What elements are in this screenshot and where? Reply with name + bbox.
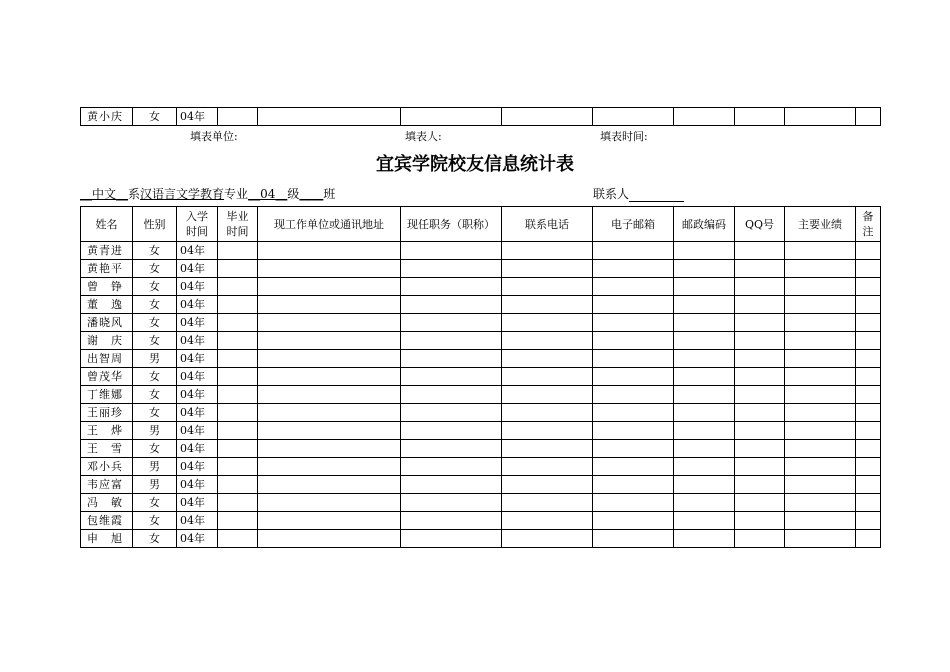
student-gender: 男 — [133, 350, 177, 368]
enroll-year: 04年 — [177, 440, 218, 458]
student-name: 邓小兵 — [81, 458, 133, 476]
grad-cell[interactable] — [218, 368, 258, 386]
table-row — [81, 242, 881, 260]
header-position: 现任职务（职称） — [401, 207, 502, 242]
achievement-cell[interactable] — [785, 386, 856, 404]
email-cell[interactable] — [593, 350, 674, 368]
phone-cell[interactable] — [502, 458, 593, 476]
enroll-year: 04年 — [177, 458, 218, 476]
address-cell[interactable] — [258, 332, 401, 350]
enroll-year: 04年 — [177, 530, 218, 548]
position-cell[interactable] — [401, 260, 502, 278]
table-row — [81, 278, 881, 296]
remark-cell[interactable] — [856, 368, 881, 386]
fill-unit-label: 填表单位: — [190, 130, 238, 143]
remark-cell[interactable] — [856, 242, 881, 260]
achievement-cell[interactable] — [785, 314, 856, 332]
table-row — [81, 296, 881, 314]
achievement-cell[interactable] — [785, 368, 856, 386]
student-name: 丁维娜 — [81, 386, 133, 404]
student-name: 王 烨 — [81, 422, 133, 440]
grade-suffix: 级 — [287, 187, 300, 201]
enroll-year: 04年 — [177, 314, 218, 332]
address-cell[interactable] — [258, 440, 401, 458]
blank-3: __ — [248, 187, 261, 201]
position-cell[interactable] — [401, 530, 502, 548]
postal-cell[interactable] — [674, 476, 735, 494]
email-cell[interactable] — [593, 440, 674, 458]
achievement-cell[interactable] — [785, 440, 856, 458]
student-name: 黄小庆 — [81, 108, 133, 126]
position-cell[interactable] — [401, 108, 502, 126]
achievement-cell[interactable] — [785, 242, 856, 260]
student-gender: 女 — [133, 368, 177, 386]
qq-cell[interactable] — [735, 260, 785, 278]
student-gender: 男 — [133, 458, 177, 476]
remark-cell[interactable] — [856, 458, 881, 476]
qq-cell[interactable] — [735, 512, 785, 530]
enroll-year: 04年 — [177, 332, 218, 350]
enroll-year: 04年 — [177, 404, 218, 422]
grad-cell[interactable] — [218, 314, 258, 332]
contact-person — [593, 185, 684, 202]
enroll-year: 04年 — [177, 278, 218, 296]
phone-cell[interactable] — [502, 314, 593, 332]
address-cell[interactable] — [258, 386, 401, 404]
postal-cell[interactable] — [674, 494, 735, 512]
position-cell[interactable] — [401, 368, 502, 386]
achievement-cell[interactable] — [785, 422, 856, 440]
position-cell[interactable] — [401, 476, 502, 494]
header-grad — [218, 207, 258, 242]
postal-cell[interactable] — [674, 458, 735, 476]
email-cell[interactable] — [593, 512, 674, 530]
header-name: 姓名 — [81, 207, 133, 242]
postal-cell[interactable] — [674, 404, 735, 422]
remark-cell[interactable] — [856, 260, 881, 278]
student-gender: 男 — [133, 476, 177, 494]
student-gender: 男 — [133, 422, 177, 440]
phone-cell[interactable] — [502, 260, 593, 278]
qq-cell[interactable] — [735, 386, 785, 404]
address-cell[interactable] — [258, 458, 401, 476]
postal-cell[interactable] — [674, 386, 735, 404]
table-row — [81, 512, 881, 530]
student-name: 曾 铮 — [81, 278, 133, 296]
postal-cell[interactable] — [674, 314, 735, 332]
phone-cell[interactable] — [502, 296, 593, 314]
qq-cell[interactable] — [735, 108, 785, 126]
achievement-cell[interactable] — [785, 332, 856, 350]
achievement-cell[interactable] — [785, 108, 856, 126]
phone-cell[interactable] — [502, 332, 593, 350]
achievement-cell[interactable] — [785, 296, 856, 314]
email-cell[interactable] — [593, 530, 674, 548]
achievement-cell[interactable] — [785, 494, 856, 512]
enroll-year: 04年 — [177, 296, 218, 314]
qq-cell[interactable] — [735, 314, 785, 332]
table-row — [81, 530, 881, 548]
email-cell[interactable] — [593, 476, 674, 494]
qq-cell[interactable] — [735, 440, 785, 458]
grad-cell[interactable] — [218, 530, 258, 548]
phone-cell[interactable] — [502, 278, 593, 296]
table-row — [81, 422, 881, 440]
achievement-cell[interactable] — [785, 260, 856, 278]
student-name: 黄青进 — [81, 242, 133, 260]
email-cell[interactable] — [593, 422, 674, 440]
student-gender: 女 — [133, 260, 177, 278]
table-row — [81, 494, 881, 512]
student-name: 王丽珍 — [81, 404, 133, 422]
email-cell[interactable] — [593, 108, 674, 126]
achievement-cell[interactable] — [785, 512, 856, 530]
phone-cell[interactable] — [502, 494, 593, 512]
blank-4: __ — [275, 187, 288, 201]
postal-cell[interactable] — [674, 512, 735, 530]
email-cell[interactable] — [593, 242, 674, 260]
address-cell[interactable] — [258, 350, 401, 368]
grad-cell[interactable] — [218, 404, 258, 422]
email-cell[interactable] — [593, 296, 674, 314]
postal-cell[interactable] — [674, 296, 735, 314]
enroll-year: 04年 — [177, 260, 218, 278]
grad-cell[interactable] — [218, 458, 258, 476]
alumni-table — [80, 206, 881, 548]
enroll-year: 04年 — [177, 494, 218, 512]
remark-cell[interactable] — [856, 350, 881, 368]
table-row — [81, 108, 881, 126]
email-cell[interactable] — [593, 404, 674, 422]
achievement-cell[interactable] — [785, 530, 856, 548]
grad-cell[interactable] — [218, 386, 258, 404]
position-cell[interactable] — [401, 404, 502, 422]
grad-cell[interactable] — [218, 242, 258, 260]
remark-cell[interactable] — [856, 422, 881, 440]
postal-cell[interactable] — [674, 368, 735, 386]
qq-cell[interactable] — [735, 494, 785, 512]
enroll-year: 04年 — [177, 368, 218, 386]
address-cell[interactable] — [258, 260, 401, 278]
table-body — [81, 242, 881, 548]
phone-cell[interactable] — [502, 440, 593, 458]
postal-cell[interactable] — [674, 530, 735, 548]
student-name: 潘晓风 — [81, 314, 133, 332]
postal-cell[interactable] — [674, 260, 735, 278]
enroll-year: 04年 — [177, 422, 218, 440]
postal-cell[interactable] — [674, 108, 735, 126]
address-cell[interactable] — [258, 314, 401, 332]
qq-cell[interactable] — [735, 458, 785, 476]
table-row — [81, 260, 881, 278]
enroll-year: 04年 — [177, 476, 218, 494]
blank-1: __ — [80, 187, 92, 201]
student-gender: 女 — [133, 530, 177, 548]
header-achievement: 主要业绩 — [785, 207, 856, 242]
postal-cell[interactable] — [674, 350, 735, 368]
header-postal: 邮政编码 — [674, 207, 735, 242]
address-cell[interactable] — [258, 278, 401, 296]
grad-cell[interactable] — [218, 476, 258, 494]
header-gender: 性别 — [133, 207, 177, 242]
student-gender: 女 — [133, 296, 177, 314]
enroll-year: 04年 — [177, 242, 218, 260]
qq-cell[interactable] — [735, 332, 785, 350]
address-cell[interactable] — [258, 494, 401, 512]
enroll-year: 04年 — [177, 108, 218, 126]
table-row — [81, 314, 881, 332]
student-gender: 女 — [133, 314, 177, 332]
phone-cell[interactable] — [502, 242, 593, 260]
achievement-cell[interactable] — [785, 278, 856, 296]
header-qq: QQ号 — [735, 207, 785, 242]
position-cell[interactable] — [401, 314, 502, 332]
header-grad-line2: 时间 — [226, 225, 249, 238]
position-cell[interactable] — [401, 350, 502, 368]
student-name: 包维霞 — [81, 512, 133, 530]
grad-cell[interactable] — [218, 332, 258, 350]
header-enroll — [177, 207, 218, 242]
position-cell[interactable] — [401, 494, 502, 512]
header-row — [81, 207, 881, 242]
achievement-cell[interactable] — [785, 350, 856, 368]
email-cell[interactable] — [593, 314, 674, 332]
header-email: 电子邮箱 — [593, 207, 674, 242]
student-gender: 女 — [133, 512, 177, 530]
position-cell[interactable] — [401, 386, 502, 404]
table-row — [81, 458, 881, 476]
header-address: 现工作单位或通讯地址 — [258, 207, 401, 242]
address-cell[interactable] — [258, 422, 401, 440]
remark-cell[interactable] — [856, 386, 881, 404]
phone-cell[interactable] — [502, 386, 593, 404]
enroll-year: 04年 — [177, 386, 218, 404]
grade-value: 04 — [260, 187, 276, 201]
phone-cell[interactable] — [502, 476, 593, 494]
email-cell[interactable] — [593, 332, 674, 350]
position-cell[interactable] — [401, 332, 502, 350]
table-row — [81, 332, 881, 350]
position-cell[interactable] — [401, 458, 502, 476]
fill-date-label: 填表时间: — [600, 130, 648, 143]
student-name: 王 雪 — [81, 440, 133, 458]
position-cell[interactable] — [401, 242, 502, 260]
remark-cell[interactable] — [856, 440, 881, 458]
email-cell[interactable] — [593, 458, 674, 476]
address-cell[interactable] — [258, 108, 401, 126]
email-cell[interactable] — [593, 386, 674, 404]
postal-cell[interactable] — [674, 332, 735, 350]
grad-cell[interactable] — [218, 422, 258, 440]
postal-cell[interactable] — [674, 422, 735, 440]
phone-cell[interactable] — [502, 512, 593, 530]
achievement-cell[interactable] — [785, 458, 856, 476]
filler-label: 填表人: — [405, 130, 442, 143]
postal-cell[interactable] — [674, 440, 735, 458]
student-gender: 女 — [133, 440, 177, 458]
class-suffix: 班 — [323, 187, 336, 201]
achievement-cell[interactable] — [785, 404, 856, 422]
table-row — [81, 404, 881, 422]
class-info-line — [80, 185, 335, 202]
table-row — [81, 350, 881, 368]
enroll-year: 04年 — [177, 350, 218, 368]
email-cell[interactable] — [593, 494, 674, 512]
enroll-year: 04年 — [177, 512, 218, 530]
remark-cell[interactable] — [856, 314, 881, 332]
header-phone: 联系电话 — [502, 207, 593, 242]
header-remark — [856, 207, 881, 242]
address-cell[interactable] — [258, 530, 401, 548]
qq-cell[interactable] — [735, 350, 785, 368]
grad-cell[interactable] — [218, 260, 258, 278]
department-value: 中文 — [92, 187, 117, 201]
grad-cell[interactable] — [218, 296, 258, 314]
student-name: 出智周 — [81, 350, 133, 368]
qq-cell[interactable] — [735, 278, 785, 296]
grad-cell[interactable] — [218, 278, 258, 296]
email-cell[interactable] — [593, 368, 674, 386]
grad-cell[interactable] — [218, 108, 258, 126]
student-gender: 女 — [133, 386, 177, 404]
phone-cell[interactable] — [502, 368, 593, 386]
remark-cell[interactable] — [856, 494, 881, 512]
address-cell[interactable] — [258, 242, 401, 260]
email-cell[interactable] — [593, 260, 674, 278]
header-enroll-line1: 入学 — [186, 210, 208, 223]
email-cell[interactable] — [593, 278, 674, 296]
student-name: 董 逸 — [81, 296, 133, 314]
position-cell[interactable] — [401, 296, 502, 314]
address-cell[interactable] — [258, 296, 401, 314]
student-name: 韦应富 — [81, 476, 133, 494]
phone-cell[interactable] — [502, 404, 593, 422]
student-name: 谢 庆 — [81, 332, 133, 350]
table-row — [81, 386, 881, 404]
position-cell[interactable] — [401, 278, 502, 296]
address-cell[interactable] — [258, 512, 401, 530]
header-grad-line1: 毕业 — [226, 210, 249, 223]
table-row — [81, 476, 881, 494]
student-name: 申 旭 — [81, 530, 133, 548]
achievement-cell[interactable] — [785, 476, 856, 494]
previous-page-table — [80, 107, 881, 126]
grad-cell[interactable] — [218, 512, 258, 530]
remark-cell[interactable] — [856, 530, 881, 548]
header-remark-line1: 备 — [862, 210, 874, 223]
table-row — [81, 440, 881, 458]
remark-cell[interactable] — [856, 278, 881, 296]
remark-cell[interactable] — [856, 476, 881, 494]
student-gender: 女 — [133, 332, 177, 350]
phone-cell[interactable] — [502, 108, 593, 126]
department-suffix: 系 — [128, 187, 141, 201]
remark-cell[interactable] — [856, 332, 881, 350]
position-cell[interactable] — [401, 440, 502, 458]
blank-5: ____ — [299, 187, 324, 201]
qq-cell[interactable] — [735, 368, 785, 386]
postal-cell[interactable] — [674, 242, 735, 260]
qq-cell[interactable] — [735, 530, 785, 548]
student-name: 黄艳平 — [81, 260, 133, 278]
table-row — [81, 368, 881, 386]
address-cell[interactable] — [258, 404, 401, 422]
student-name: 曾茂华 — [81, 368, 133, 386]
address-cell[interactable] — [258, 368, 401, 386]
phone-cell[interactable] — [502, 422, 593, 440]
postal-cell[interactable] — [674, 278, 735, 296]
contact-blank[interactable] — [629, 189, 684, 202]
contact-label: 联系人 — [593, 187, 630, 201]
student-name: 冯 敏 — [81, 494, 133, 512]
phone-cell[interactable] — [502, 350, 593, 368]
remark-cell[interactable] — [856, 404, 881, 422]
grad-cell[interactable] — [218, 440, 258, 458]
address-cell[interactable] — [258, 476, 401, 494]
grad-cell[interactable] — [218, 350, 258, 368]
grad-cell[interactable] — [218, 494, 258, 512]
student-gender: 女 — [133, 404, 177, 422]
page-title: 宜宾学院校友信息统计表 — [376, 154, 574, 175]
qq-cell[interactable] — [735, 296, 785, 314]
qq-cell[interactable] — [735, 404, 785, 422]
qq-cell[interactable] — [735, 242, 785, 260]
remark-cell[interactable] — [856, 512, 881, 530]
phone-cell[interactable] — [502, 530, 593, 548]
major-value: 汉语言文学教育 — [140, 187, 225, 201]
student-gender: 女 — [133, 494, 177, 512]
qq-cell[interactable] — [735, 422, 785, 440]
student-gender: 女 — [133, 108, 177, 126]
student-gender: 女 — [133, 278, 177, 296]
header-remark-line2: 注 — [862, 225, 874, 238]
header-enroll-line2: 时间 — [186, 225, 208, 238]
major-suffix: 专业 — [224, 187, 249, 201]
position-cell[interactable] — [401, 422, 502, 440]
blank-2: __ — [116, 187, 129, 201]
qq-cell[interactable] — [735, 476, 785, 494]
remark-cell[interactable] — [856, 296, 881, 314]
remark-cell[interactable] — [856, 108, 881, 126]
position-cell[interactable] — [401, 512, 502, 530]
student-gender: 女 — [133, 242, 177, 260]
